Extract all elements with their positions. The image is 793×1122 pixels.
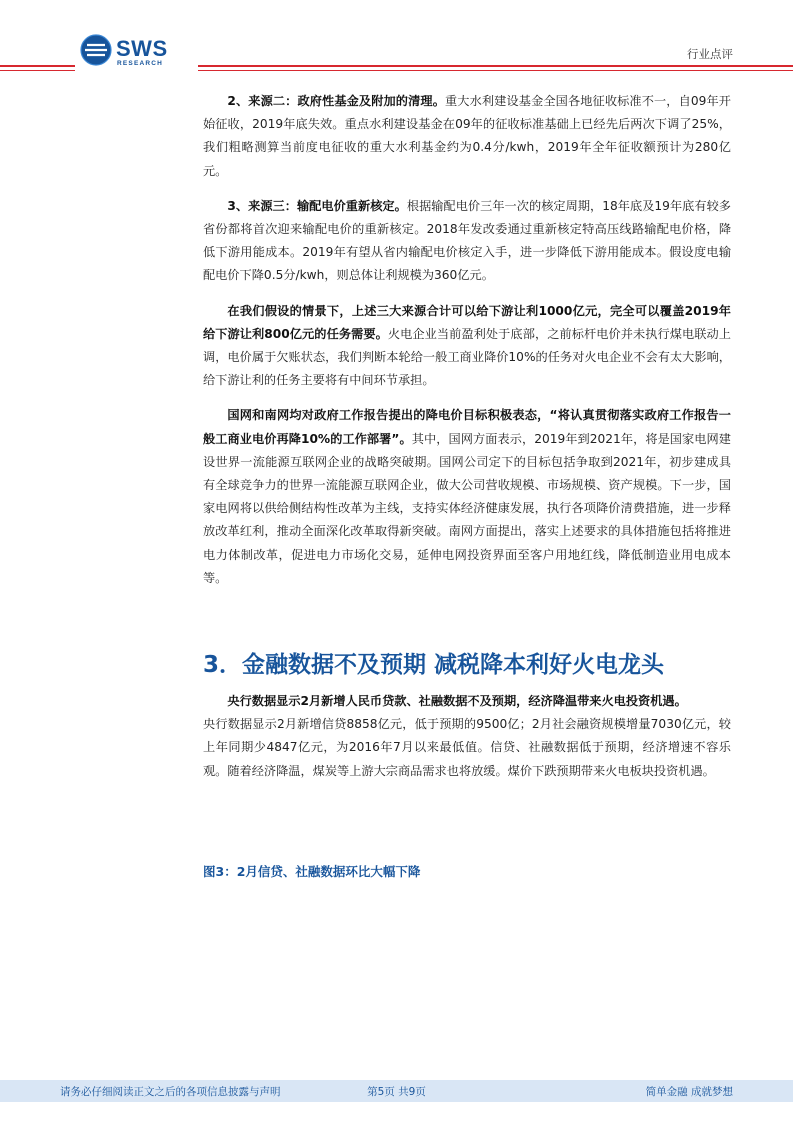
footer-disclaimer: 请务必仔细阅读正文之后的各项信息披露与声明 xyxy=(60,1086,281,1098)
logo-text: SWS xyxy=(116,36,168,61)
section-body xyxy=(203,690,731,795)
page-footer xyxy=(0,1080,793,1102)
paragraph-source-two xyxy=(203,90,731,183)
header-rule-thin xyxy=(0,70,75,71)
paragraph-lead: 2、来源二：政府性基金及附加的清理。 xyxy=(227,94,445,108)
paragraph-text: 重大水利建设基金全国各地征收标准不一，自09年开始征收，2019年底失效。重点水利建设基金在09年的征收标准基础上已经先后两次下调了25%，我们粗略测算当前度电征收的重大水利基金约为0.4分/kwh，2019年全年征收额预计为280亿元。 xyxy=(203,94,731,178)
sws-logo-icon xyxy=(80,34,112,66)
paragraph-finance-data xyxy=(203,690,731,783)
paragraph-grid-response xyxy=(203,404,731,590)
header-rule xyxy=(198,65,793,67)
paragraph-lead: 在我们假设的情景下，上述三大来源合计可以给下游让利1000亿元，完全可以覆盖2019年给下游让利800亿元的任务需要。 xyxy=(203,303,731,341)
logo-subtext: RESEARCH xyxy=(117,60,164,67)
section-heading: 3．金融数据不及预期 减税降本利好火电龙头 xyxy=(203,652,665,678)
paragraph-text: 其中，国网方面表示，2019年到2021年，将是国家电网建设世界一流能源互联网企业的战略突破期。国网公司定下的目标包括争取到2021年，初步建成具有全球竞争力的世界一流能源互联网企业，做大公司营收规模、市场规模、资产规模。下一步，国家电网将以供给侧结构性改革为主线，支持实体经济健康发展，执行各项降价清费措施，进一步释放改革红利，推动全面深化改革取得新突破。南网方面提出，落实上述要求的具体措施包括将推进电力体制改革，促进电力市场化交易，延伸电网投资界面至客户用地红线，降低制造业用电成本等。 xyxy=(203,431,731,585)
paragraph-lead: 央行数据显示2月新增人民币贷款、社融数据不及预期，经济降温带来火电投资机遇。 xyxy=(227,694,687,708)
page-number: 第5页 共9页 xyxy=(367,1086,426,1098)
footer-slogan: 简单金融 成就梦想 xyxy=(645,1086,733,1098)
paragraph-lead: 3、来源三：输配电价重新核定。 xyxy=(227,198,407,213)
paragraph-scenario xyxy=(203,300,731,393)
paragraph-text: 央行数据显示2月新增信贷8858亿元，低于预期的9500亿；2月社会融资规模增量7030亿元，较上年同期少4847亿元，为2016年7月以来最低值。信贷、社融数据低于预期，经济增速不容乐观。随着经济降温，煤炭等上游大宗商品需求也将放缓。煤价下跌预期带来火电板块投资机遇。 xyxy=(203,717,731,778)
sws-logo xyxy=(80,34,190,70)
paragraph-lead: 国网和南网均对政府工作报告提出的降电价目标积极表态，“将认真贯彻落实政府工作报告一般工商业电价再降10%的工作部署”。 xyxy=(203,408,731,446)
paragraph-text: 火电企业当前盈利处于底部，之前标杆电价并未执行煤电联动上调，电价属于欠账状态，我们判断本轮给一般工商业降价10%的任务对火电企业不会有太大影响，给下游让利的任务主要将有中间环节承担。 xyxy=(203,326,731,388)
body-content xyxy=(203,90,731,602)
paragraph-text: 根据输配电价三年一次的核定周期，18年底及19年底有较多省份都将首次迎来输配电价的重新核定。2018年发改委通过重新核定特高压线路输配电价格，降低下游用能成本。2019年有望从省内输配电价核定入手，进一步降低下游用能成本。假设度电输配电价下降0.5分/kwh，则总体让利规模为360亿元。 xyxy=(203,198,731,283)
paragraph-source-three xyxy=(203,195,731,288)
figure-caption: 图3：2月信贷、社融数据环比大幅下降 xyxy=(203,864,421,879)
header-rule-thin xyxy=(198,70,793,71)
header-rule xyxy=(0,65,75,67)
page-header xyxy=(0,0,793,80)
report-type-tag: 行业点评 xyxy=(687,47,733,61)
